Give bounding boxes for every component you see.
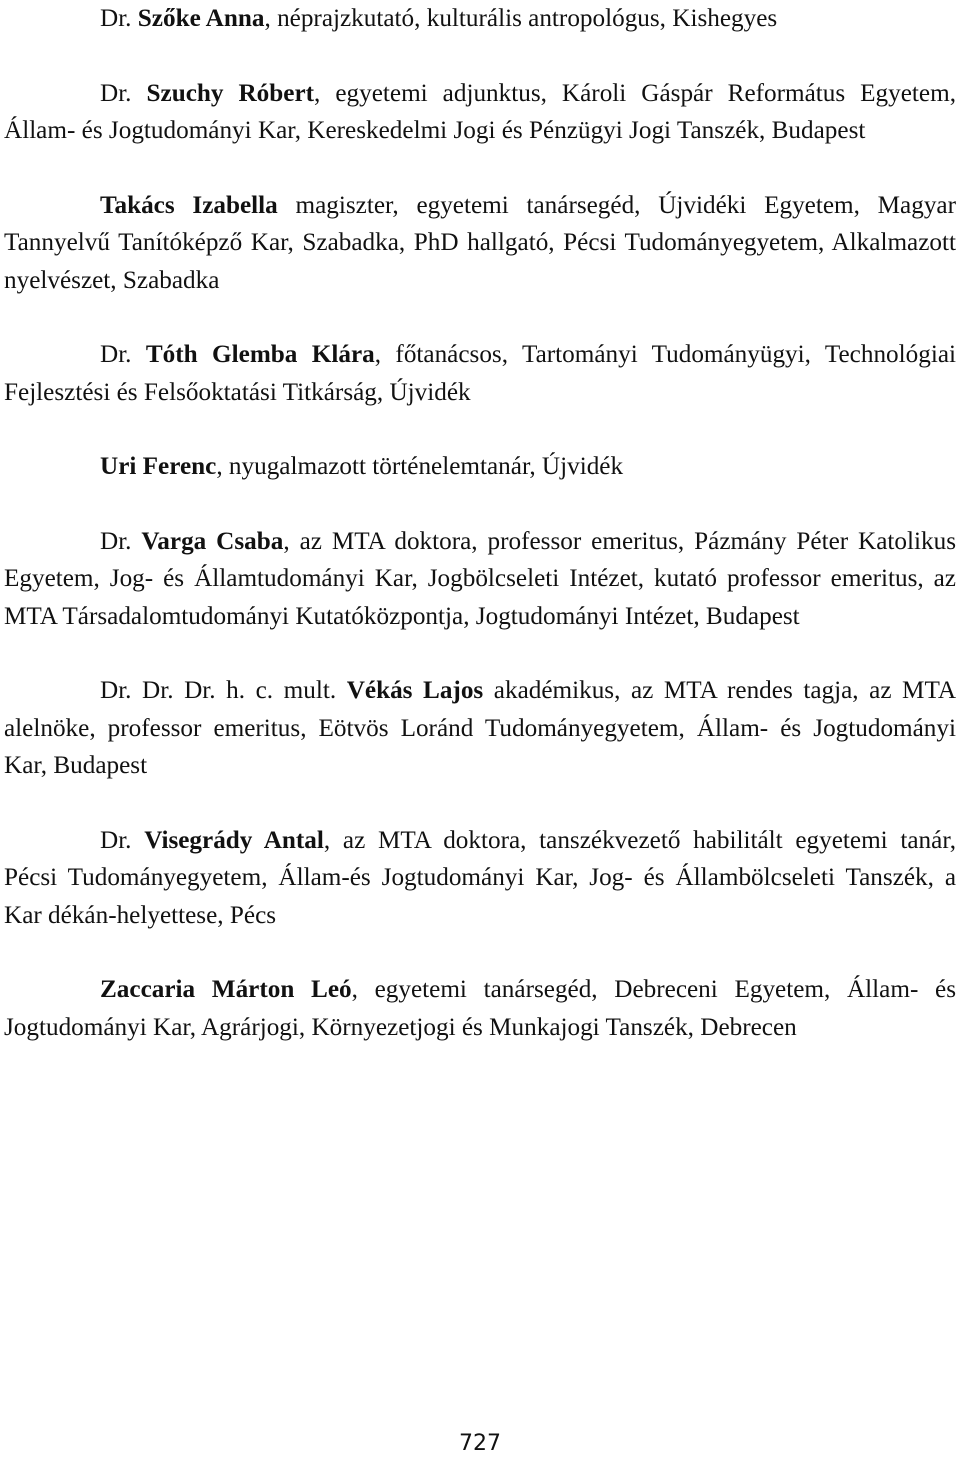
contributor-entry (4, 822, 956, 935)
contributor-entry (4, 0, 956, 38)
contributor-entry (4, 971, 956, 1046)
contributor-name: Tóth Glemba Klára (145, 341, 375, 368)
contributor-name: Varga Csaba (141, 527, 284, 555)
contributor-description: , főtanácsos, Tartományi Tudományügyi, Technológiai Fejlesztési és Felsőoktatási Titkárság, Újvidék (4, 341, 956, 406)
entry-prefix: Dr. Dr. Dr. h. c. mult. (100, 677, 347, 704)
contributor-entry (4, 336, 956, 411)
entry-prefix: Dr. (100, 5, 138, 32)
contributor-name: Takács Izabella (100, 191, 278, 219)
contributor-description: , egyetemi tanársegéd, Debreceni Egyetem, Állam- és Jogtudományi Kar, Agrárjogi, Környezetjogi és Munkajogi Tanszék, Debrecen (4, 976, 957, 1041)
contributor-entry (4, 75, 956, 150)
contributor-name: Vékás Lajos (346, 677, 484, 704)
contributor-description: magiszter, egyetemi tanársegéd, Újvidéki Egyetem, Magyar Tannyelvű Tanítóképző Kar, Szabadka, PhD hallgató, Pécsi Tudományegyetem, Alkalmazott nyelvészet, Szabadka (4, 191, 956, 294)
entry-prefix: Dr. (100, 826, 145, 854)
entry-prefix: Dr. (100, 79, 147, 107)
contributor-entry (4, 448, 956, 486)
contributor-name: Zaccaria Márton Leó (100, 976, 352, 1003)
contributor-description: , nyugalmazott történelemtanár, Újvidék (216, 453, 624, 480)
entry-prefix: Dr. (100, 341, 146, 368)
contributor-description: , egyetemi adjunktus, Károli Gáspár Református Egyetem, Állam- és Jogtudományi Kar, Kereskedelmi Jogi és Pénzügyi Jogi Tanszék, Budapest (4, 79, 956, 144)
page-number: 727 (459, 1431, 501, 1456)
contributor-entry (4, 187, 956, 300)
contributor-name: Visegrády Antal (144, 826, 324, 854)
contributor-name: Uri Ferenc (100, 453, 217, 480)
contributor-description: akadémikus, az MTA rendes tagja, az MTA alelnöke, professor emeritus, Eötvös Loránd Tudományegyetem, Állam- és Jogtudományi Kar, Budapest (4, 677, 957, 779)
contributor-entry (4, 523, 956, 636)
contributor-description: , az MTA doktora, tanszékvezető habilitált egyetemi tanár, Pécsi Tudományegyetem, Állam-és Jogtudományi Kar, Jog- és Állambölcseleti Tanszék, a Kar dékán-helyettese, Pécs (4, 826, 956, 929)
contributor-name: Szőke Anna (137, 5, 265, 32)
contributor-description: , az MTA doktora, professor emeritus, Pázmány Péter Katolikus Egyetem, Jog- és Államtudományi Kar, Jogbölcseleti Intézet, kutató professor emeritus, az MTA Társadalomtudományi Kutatóközpontja, Jogtudományi Intézet, Budapest (4, 527, 957, 630)
contributor-entry (4, 672, 956, 785)
entry-prefix: Dr. (100, 527, 142, 555)
contributor-list (4, 0, 956, 1083)
contributor-description: , néprajzkutató, kulturális antropológus, Kishegyes (264, 5, 778, 32)
contributor-name: Szuchy Róbert (146, 79, 315, 107)
